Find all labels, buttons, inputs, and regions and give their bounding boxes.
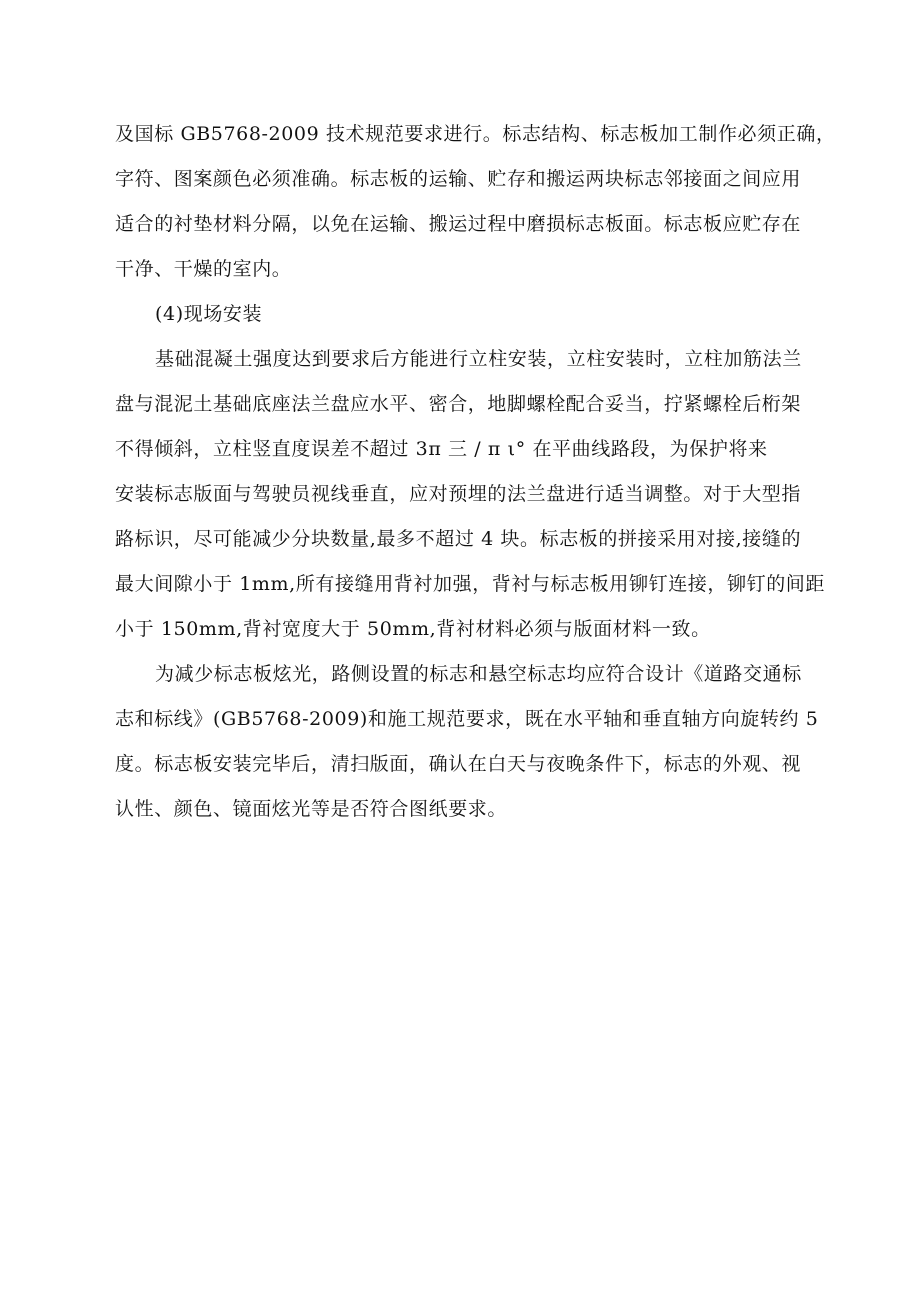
text-line: 基础混凝土强度达到要求后方能进行立柱安装，立柱安装时，立柱加筋法兰 (155, 348, 802, 370)
text-line: 字符、图案颜色必须准确。标志板的运输、贮存和搬运两块标志邻接面之间应用 (115, 168, 802, 190)
section-heading-onsite-installation (115, 292, 827, 337)
text-line: 不得倾斜，立柱竖直度误差不超过 3π 三 / π ι° 在平曲线路段，为保护将来 (115, 438, 768, 460)
paragraph-sign-fabrication (115, 112, 836, 292)
text-line: 小于 150mm,背衬宽度大于 50mm,背衬材料必须与版面材料一致。 (115, 618, 711, 640)
text-line: 认性、颜色、镜面炫光等是否符合图纸要求。 (115, 798, 508, 820)
text-line: 适合的衬垫材料分隔，以免在运输、搬运过程中磨损标志板面。标志板应贮存在 (115, 213, 802, 235)
text-line: 志和标线》(GB5768-2009)和施工规范要求，既在水平轴和垂直轴方向旋转约 5 (115, 708, 819, 730)
text-line: 度。标志板安装完毕后，清扫版面，确认在白天与夜晚条件下，标志的外观、视 (115, 753, 802, 775)
text-line: 最大间隙小于 1mm,所有接缝用背衬加强，背衬与标志板用铆钉连接，铆钉的间距 (115, 573, 826, 595)
text-line: 路标识，尽可能减少分块数量,最多不超过 4 块。标志板的拼接采用对接,接缝的 (115, 528, 802, 550)
text-line: 安装标志版面与驾驶员视线垂直，应对预埋的法兰盘进行适当调整。对于大型指 (115, 483, 802, 505)
text-line: 及国标 GB5768-2009 技术规范要求进行。标志结构、标志板加工制作必须正确， (115, 123, 836, 145)
text-line: 干净、干燥的室内。 (115, 258, 292, 280)
document-body (115, 112, 836, 832)
paragraph-column-installation (115, 337, 827, 652)
paragraph-glare-reduction (115, 652, 827, 832)
text-line: 盘与混泥土基础底座法兰盘应水平、密合，地脚螺栓配合妥当，拧紧螺栓后桁架 (115, 393, 802, 415)
text-line: 为减少标志板炫光，路侧设置的标志和悬空标志均应符合设计《道路交通标 (155, 663, 802, 685)
heading-text: (4)现场安装 (155, 303, 263, 325)
